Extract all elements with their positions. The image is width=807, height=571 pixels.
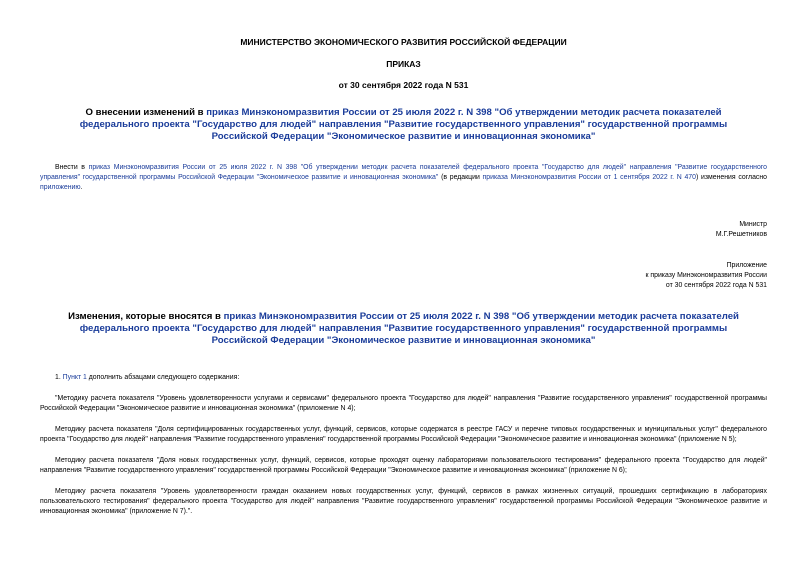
intro-amendment-link[interactable]: приказа Минэкономразвития России от 1 сентября 2022 г. N 470	[482, 174, 696, 181]
signature-block	[40, 220, 767, 240]
changes-title	[52, 311, 755, 347]
document-type: ПРИКАЗ	[386, 59, 421, 69]
intro-text-3: ) изменения согласно	[695, 174, 767, 181]
methodology-paragraph: Методику расчета показателя "Уровень удовлетворенности граждан оказанием новых государственных услуг, функций, сервисов в рамках жизненных ситуаций, прошедших сертификацию в лабораториях пользовательского тестирования" федерального проекта "Государство для людей" направления "Развитие государственного управления" государственной программы Российской Федерации "Экономическое развитие и инновационная экономика" (приложение N 7).".	[40, 488, 767, 515]
title-order-link[interactable]: приказ Минэкономразвития России от 25 июля 2022 г. N 398 "Об утверждении методик расчета показателей федерального проекта "Государство для людей" направления "Развитие государственного управления" государственной программы Российской Федерации "Экономическое развитие и инновационная экономика"	[79, 107, 728, 142]
intro-paragraph	[40, 163, 767, 193]
item-1-clause-link[interactable]: Пункт 1	[62, 374, 87, 381]
item-1	[40, 373, 767, 383]
document-title	[52, 107, 755, 143]
item-1-number: 1.	[55, 374, 63, 381]
item-1-text: дополнить абзацами следующего содержания:	[86, 374, 240, 381]
appendix-line-1: Приложение	[726, 262, 767, 269]
appendix-line-3: от 30 сентября 2022 года N 531	[665, 282, 767, 289]
methodology-paragraph: "Методику расчета показателя "Уровень удовлетворенности услугами и сервисами" федерального проекта "Государство для людей" направления "Развитие государственного управления" государственной программы Российской Федерации "Экономическое развитие и инновационная экономика" (приложение N 4);	[40, 395, 767, 412]
ministry-header: МИНИСТЕРСТВО ЭКОНОМИЧЕСКОГО РАЗВИТИЯ РОССИЙСКОЙ ФЕДЕРАЦИИ	[240, 37, 567, 47]
document-date: от 30 сентября 2022 года N 531	[338, 80, 469, 90]
signature-name: М.Г.Решетников	[715, 231, 767, 238]
signature-position: Министр	[739, 221, 767, 228]
methodology-paragraph: Методику расчета показателя "Доля сертифицированных государственных услуг, функций, сервисов, которые содержатся в реестре ГАСУ и перечне типовых государственных и муниципальных услуг" федерального проекта "Государство для людей" направления "Развитие государственного управления" государственной программы Российской Федерации "Экономическое развитие и инновационная экономика" (приложение N 5);	[40, 426, 767, 443]
title-prefix: О внесении изменений в	[85, 107, 207, 118]
intro-order-link[interactable]: приказ Минэкономразвития России от 25 июля 2022 г. N 398 "Об утверждении методик расчета показателей федерального проекта "Государство для людей" направления "Развитие государственного управления" государственной программы Российской Федерации "Экономическое развитие и инновационная экономика"	[40, 164, 767, 181]
changes-title-prefix: Изменения, которые вносятся в	[68, 311, 224, 322]
methodology-paragraph: Методику расчета показателя "Доля новых государственных услуг, функций, сервисов, которые проходят оценку лабораториями пользовательского тестирования" федерального проекта "Государство для людей" направления "Развитие государственного управления" государственной программы Российской Федерации "Экономическое развитие и инновационная экономика" (приложение N 6);	[40, 457, 767, 474]
intro-text-4: .	[80, 184, 83, 191]
appendix-line-2: к приказу Минэкономразвития России	[645, 272, 767, 279]
intro-text-2: (в редакции	[438, 174, 483, 181]
appendix-reference	[40, 261, 767, 291]
intro-appendix-link[interactable]: приложению	[40, 184, 81, 191]
changes-title-order-link[interactable]: приказ Минэкономразвития России от 25 июля 2022 г. N 398 "Об утверждении методик расчета показателей федерального проекта "Государство для людей" направления "Развитие государственного управления" государственной программы Российской Федерации "Экономическое развитие и инновационная экономика"	[79, 311, 739, 346]
intro-text-1: Внести в	[55, 164, 89, 171]
